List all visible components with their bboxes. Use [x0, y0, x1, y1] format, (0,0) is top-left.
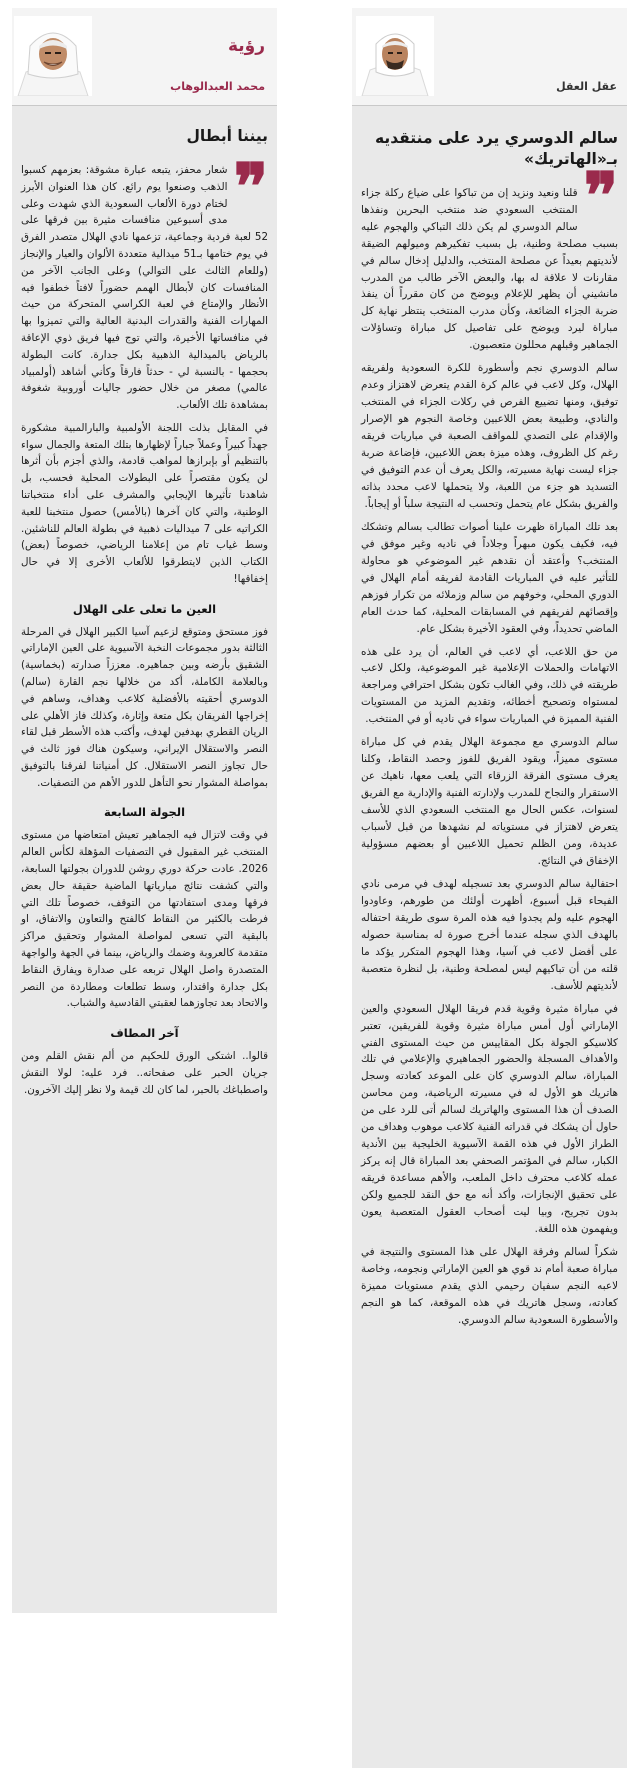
section-heading: آخر المطاف	[110, 1026, 179, 1041]
article-paragraph: سالم الدوسري نجم وأسطورة للكرة السعودية ولفريقه الهلال، وكل لاعب في عالم كرة القدم يتعرض لاهتزاز وعدم توفيق، ومنها تضييع الفرص في ركلات الجزاء في المنتخب والنادي، وطبيعة بعض اللاعبين وخاصة النجوم هو الإصرار والإقدام على التصدي للمواقف الصعبة في مباريات فريقه رغم كل الظروف، وهذه ميزة بعض اللاعبين، فإضاعة ضربة جزاء ليست نهاية مسيرته، والكل يعرف أن عدم التوفيق في التسديد هو جزء من اللعبة، ولا يتحملها لاعب محدد بذاته والفريق بشكل عام يتحمل وتحسب له النتيجة سلباً أو إيجاباً.	[361, 362, 618, 510]
article-paragraph: من حق اللاعب، أي لاعب في العالم، أن يرد على هذه الاتهامات والحملات الإعلامية غير الموضوعية، ولكل لاعب طريقته في ذلك، وفي الغالب تكون بشكل احترافي ومراجعة لمستواه وتصحيح أخطائه، وتقديم المزيد من المستويات الفنية المميزة في المباريات سواء في ناديه أو في المنتخب.	[361, 645, 618, 726]
columnist-header	[352, 8, 627, 106]
section-heading: العين ما تعلى على الهلال	[72, 601, 217, 616]
quote-mark-icon: ❞	[233, 150, 268, 226]
columnist-portrait	[356, 16, 434, 96]
author-name: عقل العقل	[556, 80, 617, 93]
article-paragraph: قلنا ونعيد ونزيد إن من تباكوا على ضياع ركلة جزاء المنتخب السعودي ضد منتخب البحرين ونفذها سالم الدوسري لم يكن ذلك التباكي والهجوم عليه بسبب مصلحة وطنية، بل بسبب تفكيرهم وميولهم الضيقة لأنديتهم بعيداً عن مصلحة المنتخب، والدليل إدخال سالم في مقارنات لا علاقة له بها، والبعض الآخر طالب من المدرب مانشيني أن يظهر للإعلام ويوضح من كان مقرراً أن ينفذ ضربة الجزاء الضائعة، وكأن مدرب المنتخب ينتظر نهاية كل مباراة ليرد ويوضح على تفاصيل كل مباراة وتساؤلات الجماهير وقبلهم محللون متعصبون.	[361, 186, 618, 352]
section-tag: رؤية	[227, 36, 265, 56]
article-right-column	[352, 8, 627, 1768]
quote-mark-icon: ❞	[583, 158, 618, 234]
section-heading: الجولة السابعة	[103, 805, 186, 820]
columnist-header	[12, 8, 277, 106]
article-paragraph: في وقت لاتزال فيه الجماهير تعيش امتعاضها من مستوى المنتخب غير المقبول في التصفيات المؤهلة لكأس العالم 2026. عادت حركة دوري روشن للدوران بجولتها السابعة، والتي كشفت نتائج مبارياتها الماضية حقيقة حال بعض فرقها ومدى استفادتها من التوقف، خصوصاً تلك التي فرطت بالكثير من النقاط كالفتح والتعاون والاتفاق، او بالبقية التي تسعى لمواصلة المشوار وتحقيق مراكز متقدمة كالعروبة وضمك والرياض، بينما في الجهة والواجهة المتصدرة واصل الهلال تربعه على صدارة ويفارق النقاط بكل جدارة واقتدار، وسط تطلعات ومطاردة من النصر والاتحاد بعد تجاوزهما لعقبتي القادسية والشباب.	[21, 829, 268, 1010]
article-paragraph: شكراً لسالم وفرقة الهلال على هذا المستوى والنتيجة في مباراة صعبة أمام ند قوي هو العين الإماراتي ونجومه، وخاصة لاعبه النجم سفيان رحيمي الذي يقدم مستويات مميزة كعادته، وسجل هاتريك في هذه الموقعة، كما هو النجم والأسطورة السعودية سالم الدوسري.	[361, 1245, 618, 1326]
article-title: سالم الدوسري يرد على منتقديه بـ«الهاتريك»	[374, 129, 618, 169]
article-paragraph: في المقابل بذلت اللجنة الأولمبية والبارالمبية مشكورة جهداً كبيراً وعملاً جباراً لإظهارها بتلك المتعة والجمال سواء بالتنظيم أو بإبرازها لمواهب قادمة، والذي أجزم بأن أثرها لن يكون مقتصراً على البطولات المحلية فحسب، بل شاهدنا تأثيرها الإيجابي والمشرف على أداء منتخباتنا الوطنية، والتي كان آخرها (بالأمس) حصول منتخبنا للعبة الكراتيه على 7 ميداليات ذهبية في بطولة العالم للناشئين. وسط غياب تام من إعلامنا الرياضي، خصوصاً (بعض) الكتاب الذين لايتطرقوا للألعاب الأخرى إلا في حال إخفاقها!	[21, 421, 269, 585]
article-paragraph: في مباراة مثيرة وقوية قدم فريقا الهلال السعودي والعين الإماراتي أول أمس مباراة مثيرة وقوية للفريقين، تعتبر كلاسيكو الجولة بكل المقاييس من حيث المستوى الفني والأهداف المسجلة والحضور الجماهيري والإعلامي في تلك المباراة، سالم الدوسري كان على الموعد كعادته وسجل هاتريك هو الأول له في مسيرته الرياضية، ومن محاسن الصدف أن هذا المستوى والهاتريك لسالم أتى للرد على من حاول أن يشكك في قدراته الفنية كلاعب موهوب وهداف من الطراز الأول في هذه القمة الآسيوية الخليجية بين الأندية الكبار، سالم في المؤتمر الصحفي بعد المباراة قال إنه يركز عمله كلاعب محترف داخل الملعب، والأهم مساعدة فريقه على تحقيق الإنجازات، وأكد أنه مع حق النقد للجميع ولكن بدون تجريح، وبيا ليت أصحاب العقول المتعصبة يعون ويفهمون هذه اللغة.	[361, 1002, 618, 1235]
article-left-column	[12, 8, 277, 1613]
columnist-portrait	[14, 16, 92, 96]
article-title: بيننا أبطال	[186, 127, 268, 145]
article-paragraph: شعار محفز، يتبعه عبارة مشوقة: بعزمهم كسبوا الذهب وصنعوا يوم رائع. كان هذا العنوان الأبرز لختام دورة الألعاب السعودية الذي شهدت وعلى مدى أسبوعين منافسات مثيرة بين فرقها على 52 لعبة فردية وجماعية، تزعمها نادي الهلال متصدر الفرق في يوم ختامها بـ51 ميدالية متعددة الألوان والعيار والإنجاز (وللعام الثالث على التوالي) وعلى الجانب الآخر من المنافسات كان لأبطال الهمم حضوراً لافتاً خطفوا فيه الأنظار والإمتاع في لعبة الكراسي المتحركة من حيث المهارات الفنية والقدرات البدنية العالية والتي تميزوا بها في منافساتها الأخيرة، والتي توج فيها فريق ذوي الإعاقة بالرياض بالميدالية الذهبية بكل جدارة. كانت البطولة بحجمها - بالنسبة لي - حدثاً فارقاً وكأني أشاهد (أولمبياد عالمي) مصغر من خلال حضور جاليات أوروبية شغوفة بمشاهدة تلك الألعاب.	[21, 164, 269, 412]
article-paragraph: احتفالية سالم الدوسري بعد تسجيله لهدف في مرمى نادي الفيحاء قبل أسبوع، أظهرت أولئك من طورهم، وعاودوا الهجوم عليه ولم يجدوا فيه هذه المرة سوى طريقة احتفاله بالهدف الذي سجله عندما أخرج صورة له بمناسبة حصوله على أفضل لاعب في آسيا، وهذا الهجوم المتكرر يؤكد ما قلته من أن تباكيهم ليس لمصلحة وطنية، بل لنظرة متعصبة لأنديتهم للأسف.	[361, 877, 618, 992]
article-paragraph: فوز مستحق ومتوقع لزعيم آسيا الكبير الهلال في المرحلة الثالثة بدور مجموعات النخبة الآسيوية على العين الإماراتي الشقيق بأرضه وبين جماهيره. معززاً صدارته (بخماسية) وبالعلامة الكاملة، أكد من خلالها نجم القارة (سالم) الدوسري أحقيته بالأفضلية كلاعب وهداف، وساهم في إخراجها الفريقان بكل متعة وإثارة، وكذلك فاز الأهلي على الريان القطري بهدفين لهدف، وأكتب هذه الأسطر قبل لقاء النصر والاستقلال الإيراني، وسيكون هناك فوز ثالث في حال تجاوز النصر الاستقلال. كل أمنياتنا لفرقنا بالتوفيق بمواصلة المشوار نحو التأهل للدور الأهم من التصفيات.	[21, 625, 268, 789]
article-paragraph: سالم الدوسري مع مجموعة الهلال يقدم في كل مباراة مستوى مميزاً، ويقود الفريق للفوز وحصد النقاط، وكلنا يعرف مستوى الفرقة الزرقاء التي يلعب معها، ناهيك عن الاستقرار والنجاح للمدرب ولإدارته الفنية والإدارية مع الفريق لسنوات، عكس الحال مع المنتخب السعودي الذي للأسف يتعرض لاهتزاز في مستوياته لم نشهدها من قبل لأسباب عديدة، ومن الظلم تحميل اللاعبين أو بعضهم مسؤولية الإخفاق في النتائج.	[361, 736, 618, 867]
author-name: محمد العبدالوهاب	[170, 80, 265, 93]
article-paragraph: بعد تلك المباراة ظهرت علينا أصوات تطالب بسالم وتشكك فيه، فكيف يكون مبهراً وجلاداً في ناديه وغير موفق في المنتخب؟ وأعتقد أن نقدهم غير الموضوعي هو محاولة للتأثير عليه في المباريات القادمة لفريقه أمام الهلال في الدوري المحلي، وخوفهم من سالم وزملائه من تكرار فوزهم وإقصائهم لفريقهم في المسابقات المحلية، كما حدث العام الماضي تحديداً، وفي العقود الأخيرة بشكل عام.	[361, 520, 618, 635]
article-paragraph: قالوا.. اشتكى الورق للحكيم من ألم نقش القلم ومن جريان الحبر على صفحاته.. فرد عليه: لولا النقش واصطباغك بالحبر، لما كان لك قيمة ولا نظر إليك الآخرون.	[21, 1050, 268, 1096]
